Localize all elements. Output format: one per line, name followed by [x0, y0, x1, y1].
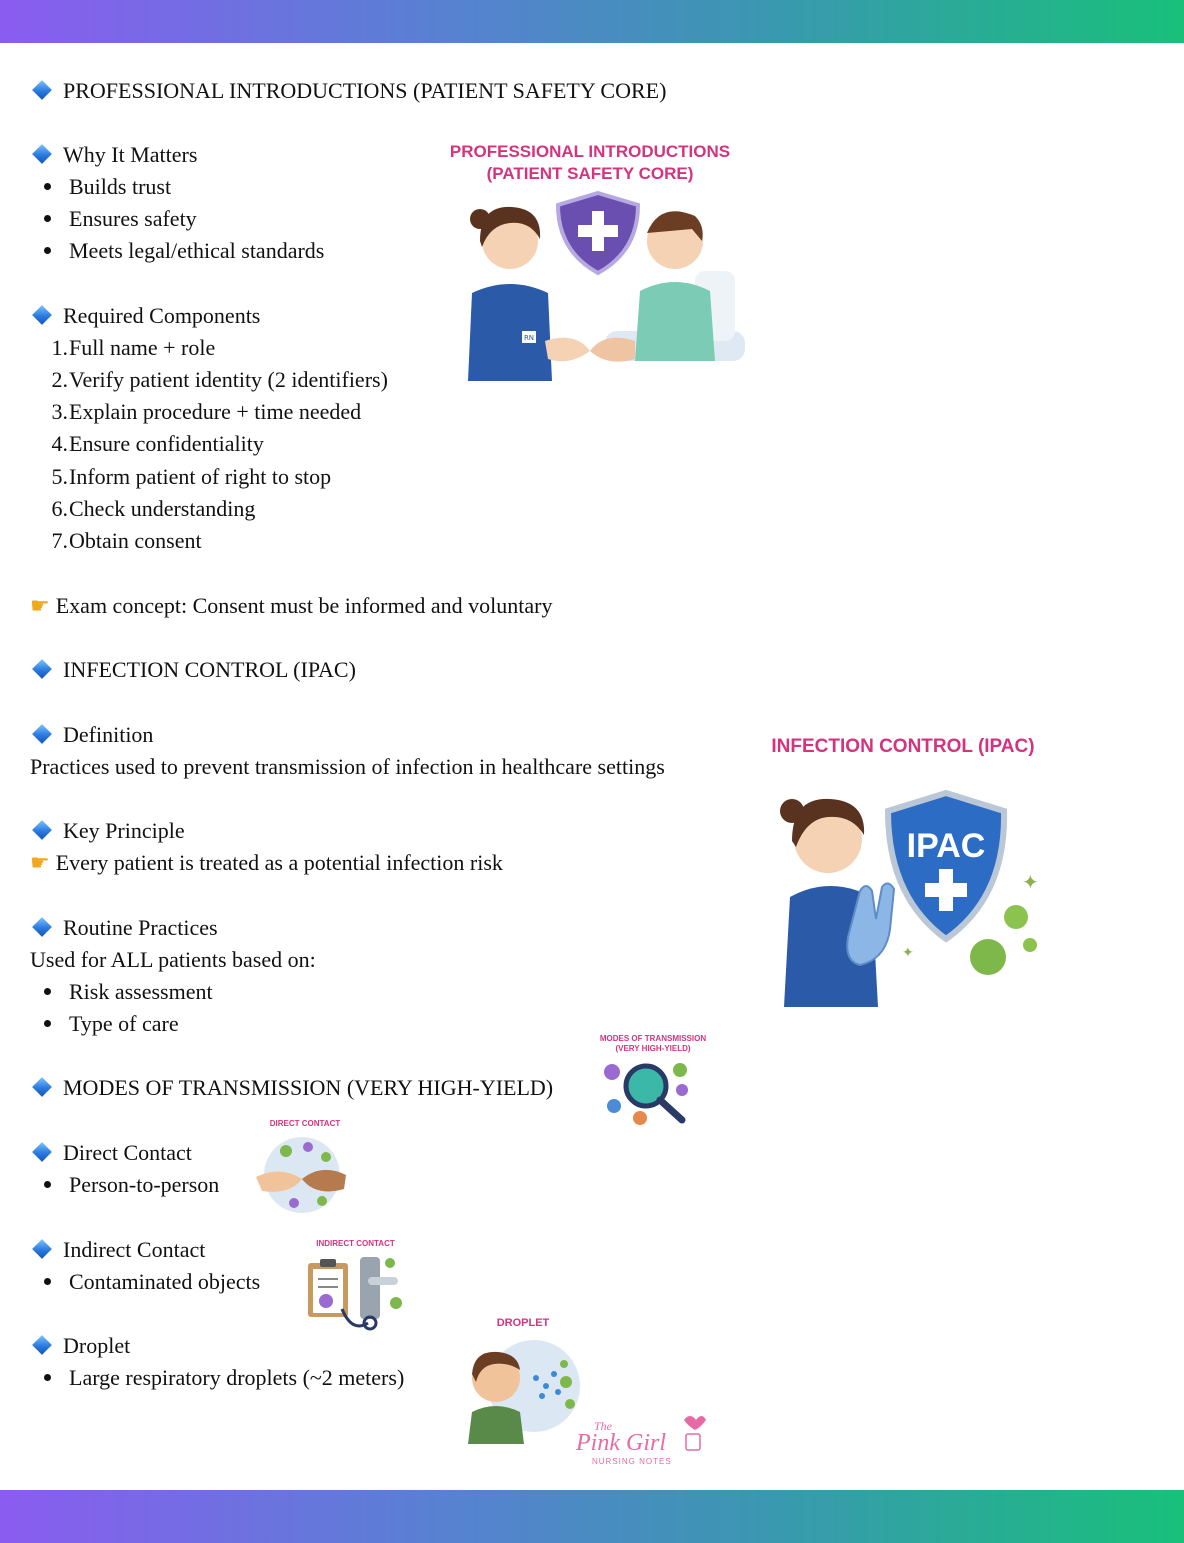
subheading-droplet: Droplet — [30, 1331, 130, 1361]
document-page — [0, 43, 1184, 1490]
list-item: 3.Explain procedure + time needed — [51, 399, 362, 424]
list-item: 4.Ensure confidentiality — [51, 431, 264, 456]
illustration-title: DROPLET — [496, 1317, 550, 1329]
blue-diamond-icon — [32, 1335, 52, 1355]
subheading-key-principle: Key Principle — [30, 816, 185, 846]
subheading-required-components: Required Components — [30, 301, 260, 331]
blue-diamond-icon — [32, 724, 52, 744]
blue-diamond-icon — [32, 144, 52, 164]
professional-introductions-illustration — [430, 121, 750, 391]
list-item: 7.Obtain consent — [51, 528, 202, 553]
svg-text:The: The — [594, 1419, 612, 1433]
subheading-indirect-contact: Indirect Contact — [30, 1235, 205, 1265]
blue-diamond-icon — [32, 659, 52, 679]
top-gradient-band — [0, 0, 1184, 43]
clipboard-doorhandle-germs-icon — [298, 1249, 413, 1335]
blue-diamond-icon — [32, 305, 52, 325]
key-principle-text: ☛ Every patient is treated as a potential infection risk — [30, 848, 503, 879]
blue-diamond-icon — [32, 820, 52, 840]
svg-text:✦: ✦ — [1022, 870, 1039, 894]
ipac-shield-text: IPAC — [906, 827, 986, 865]
list-item: 2.Verify patient identity (2 identifiers) — [51, 367, 388, 392]
illustration-title: PROFESSIONAL INTRODUCTIONS (PATIENT SAFETY CORE) — [449, 142, 731, 183]
list-item: Contaminated objects — [44, 1267, 260, 1297]
list-item: 1.Full name + role — [51, 335, 216, 360]
section-heading-professional-introductions: PROFESSIONAL INTRODUCTIONS (PATIENT SAFETY CORE) — [30, 76, 666, 106]
list-item: Ensures safety — [44, 204, 197, 234]
definition-text: Practices used to prevent transmission of infection in healthcare settings — [30, 754, 665, 779]
modes-of-transmission-illustration — [598, 1028, 708, 1128]
svg-text:NURSING NOTES: NURSING NOTES — [592, 1457, 672, 1466]
infection-control-illustration — [748, 723, 1058, 1013]
rn-badge-text: RN — [523, 334, 535, 342]
ipac-shield-nurse-icon — [748, 769, 1058, 1009]
list-item: Risk assessment — [44, 977, 213, 1007]
bottom-gradient-band — [0, 1490, 1184, 1543]
logo-graphic — [566, 1410, 706, 1468]
blue-diamond-icon — [32, 1077, 52, 1097]
section-heading-modes-of-transmission: MODES OF TRANSMISSION (VERY HIGH-YIELD) — [30, 1073, 553, 1103]
list-item: 6.Check understanding — [51, 496, 256, 521]
subheading-direct-contact: Direct Contact — [30, 1138, 192, 1168]
subheading-definition: Definition — [30, 720, 153, 750]
nurse-patient-handshake-icon — [430, 181, 750, 391]
svg-text:Pink Girl: Pink Girl — [576, 1430, 666, 1456]
list-item: Builds trust — [44, 172, 171, 202]
blue-diamond-icon — [32, 917, 52, 937]
direct-contact-illustration — [250, 1113, 360, 1213]
magnifying-glass-germs-icon — [598, 1054, 708, 1130]
list-item: Person-to-person — [44, 1170, 219, 1200]
pink-girl-nursing-notes-logo — [566, 1410, 706, 1468]
indirect-contact-illustration — [298, 1233, 413, 1333]
list-item: Type of care — [44, 1009, 179, 1039]
pointing-hand-icon: ☛ — [30, 851, 50, 876]
blue-diamond-icon — [32, 1239, 52, 1259]
subheading-routine-practices: Routine Practices — [30, 913, 218, 943]
list-item: 5.Inform patient of right to stop — [51, 464, 332, 489]
svg-text:✦: ✦ — [902, 945, 914, 961]
blue-diamond-icon — [32, 80, 52, 100]
blue-diamond-icon — [32, 1142, 52, 1162]
pointing-hand-icon: ☛ — [30, 594, 50, 619]
illustration-title: MODES OF TRANSMISSION (VERY HIGH-YIELD) — [599, 1034, 707, 1053]
section-heading-infection-control: INFECTION CONTROL (IPAC) — [30, 655, 356, 685]
list-item: Meets legal/ethical standards — [44, 236, 324, 266]
routine-practices-text: Used for ALL patients based on: — [30, 947, 316, 972]
handshake-germs-icon — [250, 1129, 360, 1215]
subheading-why-it-matters: Why It Matters — [30, 140, 197, 170]
illustration-title: DIRECT CONTACT — [269, 1119, 341, 1128]
illustration-title: INFECTION CONTROL (IPAC) — [771, 736, 1035, 757]
list-item: Large respiratory droplets (~2 meters) — [44, 1363, 404, 1393]
illustration-title: INDIRECT CONTACT — [316, 1239, 395, 1248]
exam-concept-note: ☛ Exam concept: Consent must be informed and voluntary — [30, 591, 552, 622]
